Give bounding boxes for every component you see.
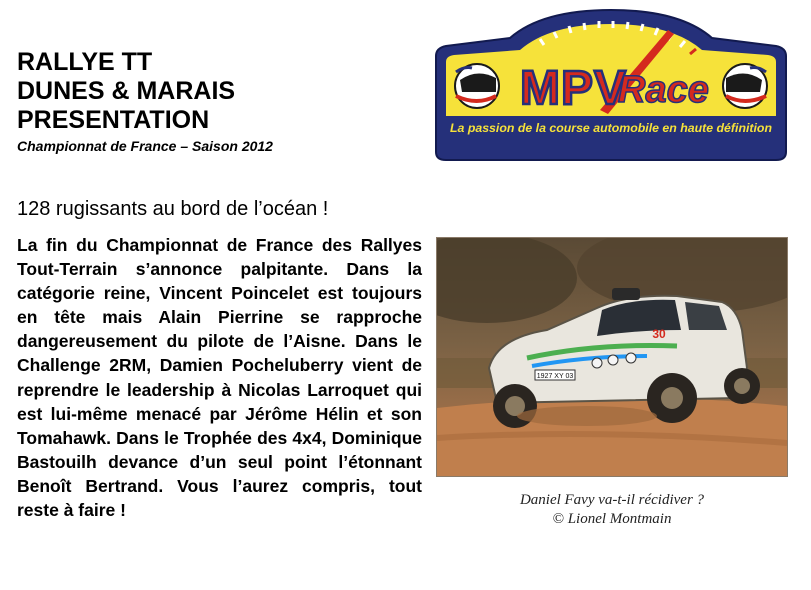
door-number: 30	[652, 327, 666, 341]
photo-caption	[436, 491, 788, 529]
caption-line-1: Daniel Favy va-t-il récidiver ?	[519, 492, 705, 508]
logo-tagline: La passion de la course automobile en haute définition	[450, 121, 772, 135]
brand-mpv: MPV	[520, 62, 628, 115]
title-line-1: RALLYE TT	[17, 48, 153, 76]
rally-car-photo	[436, 237, 788, 477]
number-plate: 1927 XY 03	[536, 373, 574, 380]
subtitle: Championnat de France – Saison 2012	[17, 138, 273, 154]
title-block	[17, 48, 273, 154]
headline: 128 rugissants au bord de l’océan !	[17, 198, 329, 220]
mpv-race-logo	[432, 8, 790, 163]
brand-race: Race	[618, 69, 709, 111]
title-line-3: PRESENTATION	[17, 106, 210, 134]
helmet-icon	[455, 64, 499, 108]
title-line-2: DUNES & MARAIS	[17, 77, 236, 105]
caption-credit: © Lionel Montmain	[552, 511, 672, 527]
helmet-icon	[723, 64, 767, 108]
article-body: La fin du Championnat de France des Rallyes Tout-Terrain s’annonce palpitante. Dans la catégorie reine, Vincent Poincelet est toujours en tête mais Alain Pierrine se rapproche dangereusement du pilote de l’Aisne. Dans le Challenge 2RM, Damien Pocheluberry vient de reprendre le leadership à Nicolas Larroquet qui est lui-même menacé par Jérôme Hélin et son Tomahawk. Dans le Trophée des 4x4, Dominique Bastouilh devance d’un seul point l’étonnant Benoît Bertrand. Vous l’aurez compris, tout reste à faire !	[17, 235, 422, 521]
